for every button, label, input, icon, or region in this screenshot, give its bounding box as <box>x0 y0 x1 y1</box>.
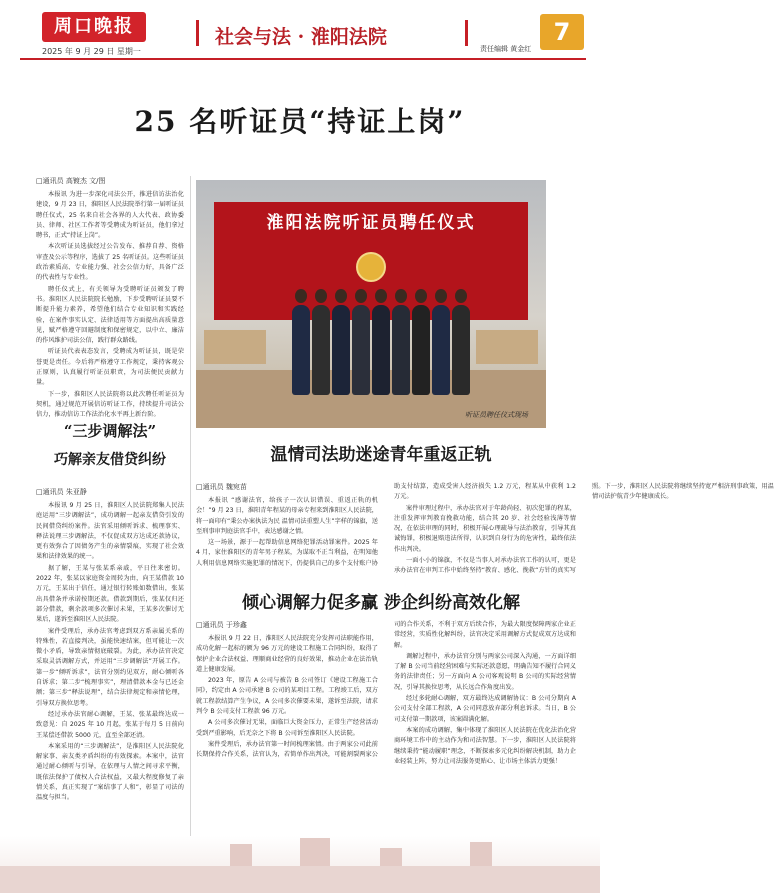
column-divider <box>190 176 191 866</box>
photo-person <box>432 305 450 395</box>
photo-table-left <box>204 330 266 364</box>
photo-banner-text: 淮阳法院听证员聘任仪式 <box>266 213 476 233</box>
article-main-byline: □通讯员 高镀杰 文/图 <box>36 177 106 185</box>
paragraph: 这一场景，源于一起帮助信息网络犯罪活动罪案件。2025 年 4 月，家住淮阳区的青年男子程某，为谋取不正当利益，在明知他人利用信息网络实施犯罪的情况下，仍提供自己的多个支付账户协助支付结算，造成受害人经济损失 1.2 万元，程某从中获利 1.2 万元。 <box>196 483 576 567</box>
issue-date: 2025 年 9 月 29 日 星期一 <box>42 47 141 56</box>
article-left-headline <box>36 420 184 469</box>
masthead <box>0 0 600 62</box>
paragraph: 本报讯 9 月 25 日，淮阳区人民法院郑集人民法庭运用“三步调解法”，成功调解一起亲友借贷引发的民间借贷纠纷案件。法官采用倾听诉求、梳理事实、释法说理三步调解法，不仅促成双方达成还款协议，更有效弥合了因债务产生的亲情裂痕，实现了社会效果和法律效果的统一。 <box>36 502 184 561</box>
footer-tower <box>380 848 402 866</box>
article-left-headline-line1: “三步调解法” <box>63 422 157 440</box>
photo-person <box>372 305 390 395</box>
article-3-byline: □通讯员 于珍鑫 <box>196 621 247 629</box>
footer-wall <box>0 866 600 893</box>
paragraph: 本报讯 9 月 22 日，淮阳区人民法院充分发挥司法职能作用，成功化解一起标的额为 96 万元的建设工程施工合同纠纷，取得了保护企业合法权益、理顺商业经营的良好效果，推动企业在法治轨道上健康发展。 <box>196 635 378 673</box>
section-title: 社会与法 · 淮阳法院 <box>215 26 387 48</box>
article-left-byline: □通讯员 朱亚静 <box>36 488 87 496</box>
article-3-headline: 倾心调解力促多赢 涉企纠纷高效化解 <box>242 593 520 613</box>
photo-person <box>452 305 470 395</box>
top-divider <box>20 58 586 60</box>
photo-table-right <box>476 330 538 364</box>
paragraph: 下一步，淮阳区人民法院将以此次聘任听证员为契机，通过规范开展信访听证工作，持续提升司法公信力，推动信访工作法治化水平再上新台阶。 <box>36 390 184 419</box>
photo-caption: 听证员聘任仪式现场 <box>465 411 528 419</box>
paragraph: 据了解，王某与张某系亲戚，平日往来密切。2022 年，张某以家庭资金周转为由，向王某借款 10 万元，王某出于信任，通过银行转账如数借出，张某出具借条并承诺按期还款。借款到期后，张某仅归还部分借款，剩余款项多次催讨未果，王某多次催讨无果后，遂诉至淮阳区人民法院。 <box>36 564 184 624</box>
paragraph: 一面小小的锦旗，不仅是当事人对承办法官工作的认可，更是承办法官在审判工作中始终坚持“教育、感化、挽救“方针的真实写照。下一步，淮阳区人民法院将继续坚持宽严相济刑事政策，用温情司法护航青少年健康成长。 <box>394 483 774 575</box>
photo-person <box>412 305 430 395</box>
photo-person <box>332 305 350 395</box>
newspaper-logo: 周口晚报 <box>42 12 146 42</box>
ceremony-photo <box>196 180 546 428</box>
paragraph: 聘任仪式上，有关领导为受聘听证员颁发了聘书。淮阳区人民法院院长勉励，下步受聘听证员要不断提升能力素养，希望他们结合专业知识和实践经验，在案件事实认定、法律适用等方面提出高质量意见，赋严格遵守回避制度和保密规定，以中立、廉洁的作风维护司法公信，践行群众路线。 <box>36 285 184 345</box>
footer-tower <box>230 844 252 866</box>
paragraph: 案件受理后，承办法官考虑到双方系亲属关系的特殊性，若直接判决，虽能快速结案，但可能让一次微小矛盾，导致亲情彻底破裂。为此，承办法官决定采取灵活调解方式，并运用“三步调解法”开展工作。第一步“倾听诉求”，法官分别约见双方，耐心倾听各自诉求；第二步“梳理事实”，理清借款本金与已还金额；第三步“释法说理”，结合法律规定和亲情伦理，引导双方换位思考。 <box>36 627 184 707</box>
article-2-headline: 温情司法助迷途青年重返正轨 <box>270 445 492 465</box>
paragraph: 经过承办法官耐心调解，王某、张某最终达成一致意见：自 2025 年 10 月起，张某于每月 5 日前向王某偿还借款 5000 元，直至全部还清。 <box>36 710 184 739</box>
page-number-badge: 7 <box>540 14 584 50</box>
paragraph: 调解过程中，承办法官分别与两家公司深入沟通，一方面详细了解 B 公司当前经营困难与实际还款意愿，明确告知不履行合同义务的法律责任；另一方面向 A 公司客观说明 B 公司的实际经营情况，引导其换位思考，从长远合作角度出发。 <box>394 652 576 691</box>
footer-city-illustration <box>0 836 600 893</box>
photo-person <box>312 305 330 395</box>
article-2-byline: □通讯员 魏宛苗 <box>196 483 247 491</box>
article-main-body <box>36 176 184 419</box>
photo-person <box>352 305 370 395</box>
photo-person <box>292 305 310 395</box>
paragraph: 经过多轮耐心调解，双方最终达成调解协议：B 公司分期向 A 公司支付全部工程款，A 公司同意放弃部分利息诉求。当日，B 公司支付第一期款项，该案圆满化解。 <box>394 695 576 723</box>
paragraph: 案件审理过程中，承办法官对于年龄尚轻、初次犯罪的程某，注重发挥审判教育挽救功能，结合其 20 岁、社会经验浅薄等情况，在依法审理的同时，积极开展心理疏导与法治教育，引导其真诚悔罪，积极退赔违法所得，认识到自身行为的危害性，最终依法作出判决。 <box>394 504 576 553</box>
main-headline: 25 名听证员“持证上岗” <box>134 105 466 138</box>
article-left-headline-line2: 巧解亲友借贷纠纷 <box>54 452 166 468</box>
paragraph: 听证员代表表态发言，受聘成为听证员，既是荣誉更是责任。今后将严格遵守工作规定，秉持客观公正原则，认真履行听证员职责，为司法便民贡献力量。 <box>36 348 184 387</box>
paragraph: 本报讯 “感谢法官，给孩子一次认识错误、重返正轨的机会！”9 月 23 日，淮阳青年程某的母亲专程来到淮阳区人民法院，将一面印有“秉公办案执法为民 温情司法重塑人生”字样的锦旗，送至刑事审判庭法官手中，表达感谢之情。 <box>196 497 378 535</box>
paragraph: 2023 年，原告 A 公司与被告 B 公司签订《建设工程施工合同》，约定由 A 公司承建 B 公司的某项目工程。工程竣工后，双方就工程款结算产生争议，A 公司多次催要未果，遂诉至法院，请求判令 B 公司支付工程款 96 万元。 <box>196 677 378 716</box>
paragraph: 案件受理后，承办法官第一时间梳理案情。由于两家公司此前长期保持合作关系，法官认为，若简单作出判决，可能割裂两家公司的合作关系，不利于双方后续合作，为最大限度保障两家企业正常经营，实质性化解纠纷，法官决定采用调解方式促成双方达成和解。 <box>196 621 576 759</box>
paragraph: 本案的成功调解，集中体现了淮阳区人民法院在优化法治化营商环境工作中的主动作为和司法智慧。下一步，淮阳区人民法院将继续秉持“能动履职”理念，不断探索多元化纠纷解决机制，助力企业轻装上阵，努力让司法服务更贴心、让市场主体活力更强！ <box>394 726 576 765</box>
paragraph: 本报讯 为进一步深化司法公开，推进信访法治化建设，9 月 23 日，淮阳区人民法院举行第一届听证员聘任仪式，25 名来自社会各界的人大代表、政协委员、律师、社区工作者等受聘成为听证员，他们拿过聘书，正式“持证上岗”。 <box>36 191 184 240</box>
photo-person <box>392 305 410 395</box>
article-left-body <box>36 420 184 880</box>
article-2-body <box>196 482 774 578</box>
paragraph: 本次听证员选拔经过公告发布、推荐自荐、资格审查及公示等程序，选拔了 25 名听证员。这些听证员政治素质高、专业能力强、社会公信力好，具备广泛的代表性与专业性。 <box>36 243 184 282</box>
paragraph: A 公司多次催讨无果，面临巨大资金压力，正常生产经营活动受到严重影响，后无奈之下将 B 公司诉至淮阳区人民法院。 <box>196 719 378 737</box>
footer-tower <box>300 838 330 866</box>
article-3-body <box>196 620 576 850</box>
court-emblem-icon <box>356 252 386 282</box>
editor-info: 责任编辑 黄金红 <box>480 45 532 53</box>
section-bar <box>196 20 468 46</box>
footer-tower <box>470 842 492 866</box>
paragraph: 本案采用的“三步调解法”，是淮阳区人民法院化解家事、亲友类矛盾纠纷的有效探索。本案中，法官通过耐心倾听与引导，在依理与人情之间寻求平衡，既依法保护了债权人合法权益，又最大程度修复了亲情关系，真正实现了“案结事了人和”，彰显了司法的温度与担当。 <box>36 742 184 802</box>
